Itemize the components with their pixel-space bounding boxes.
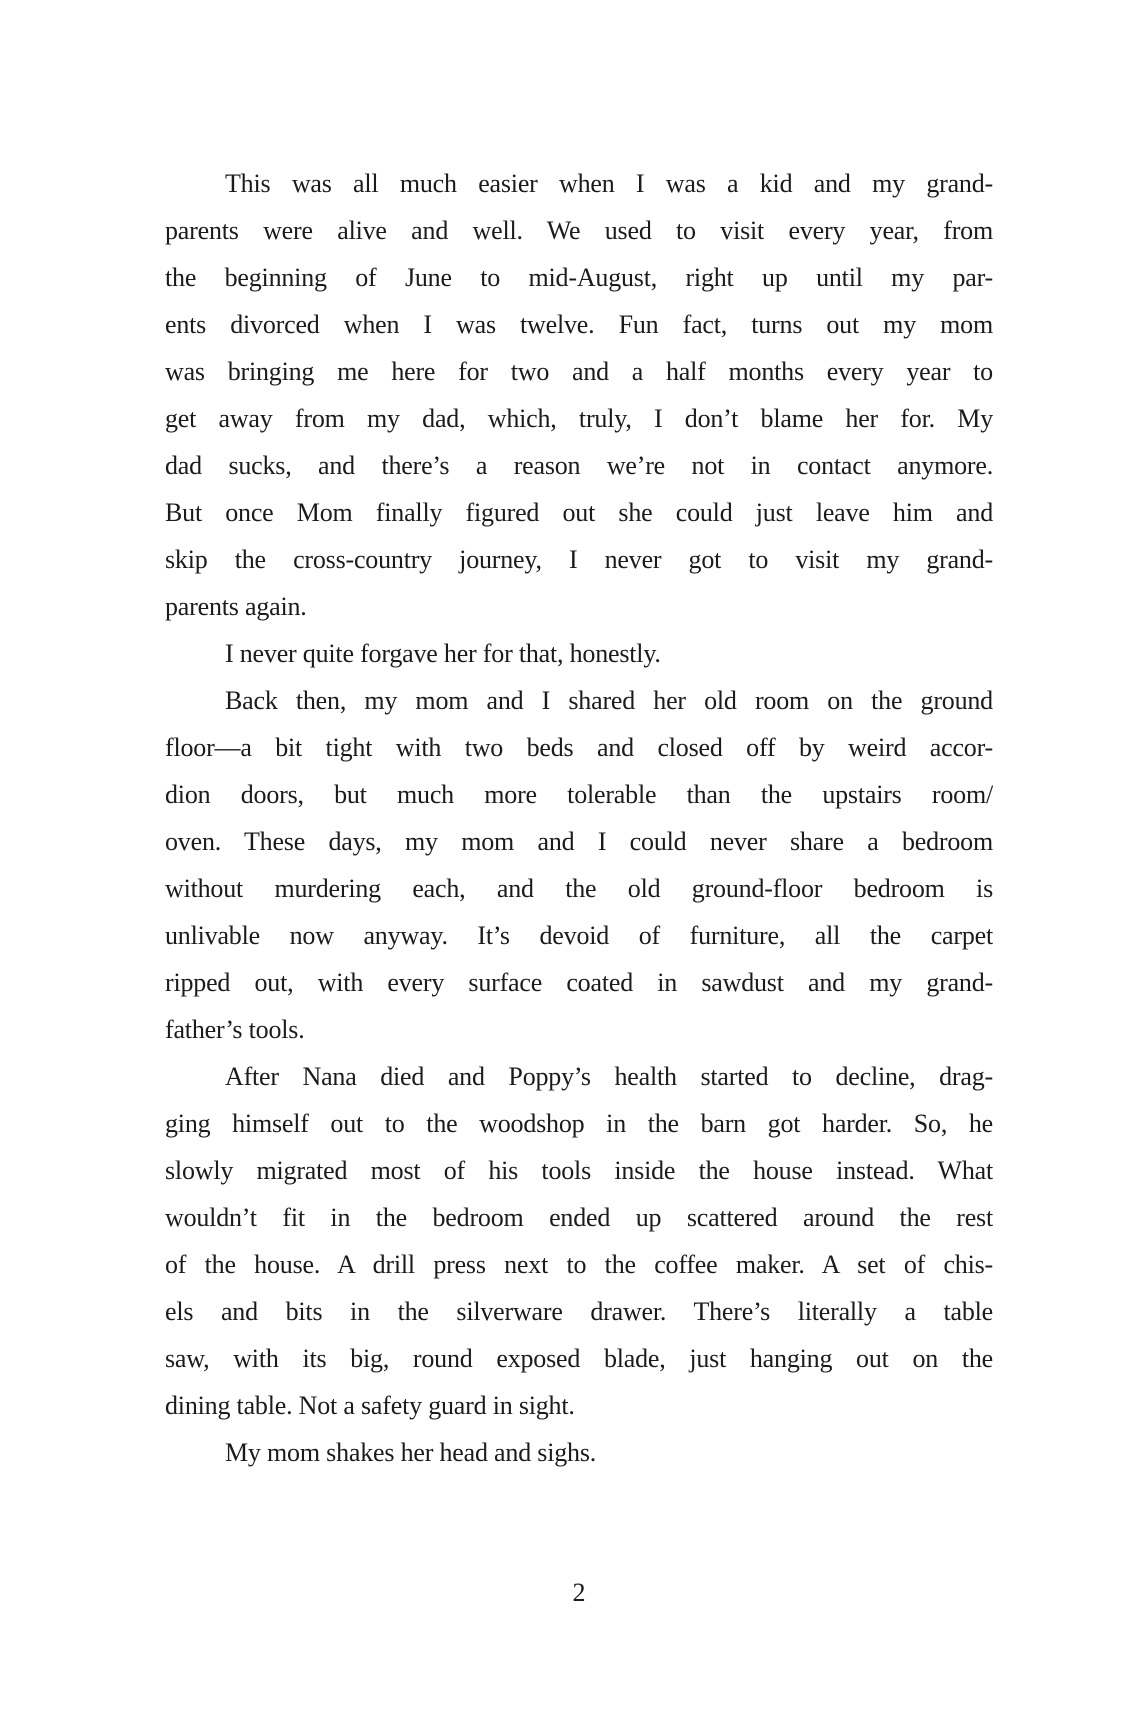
- text-line: I never quite forgave her for that, honestly.: [225, 639, 661, 668]
- paragraph: [165, 1053, 993, 1429]
- text-line: skip the cross-country journey, I never got to visit my grand-: [165, 545, 993, 574]
- text-line: ging himself out to the woodshop in the barn got harder. So, he: [165, 1109, 993, 1138]
- text-line: This was all much easier when I was a kid and my grand-: [225, 169, 993, 198]
- text-line: ripped out, with every surface coated in sawdust and my grand-: [165, 968, 993, 997]
- text-line: slowly migrated most of his tools inside the house instead. What: [165, 1156, 993, 1185]
- text-line: the beginning of June to mid-August, right up until my par-: [165, 263, 993, 292]
- text-line: My mom shakes her head and sighs.: [225, 1438, 597, 1467]
- text-line: saw, with its big, round exposed blade, just hanging out on the: [165, 1344, 993, 1373]
- page-number: 2: [572, 1578, 586, 1607]
- text-line: ents divorced when I was twelve. Fun fact, turns out my mom: [165, 310, 993, 339]
- text-line: dining table. Not a safety guard in sight.: [165, 1391, 575, 1420]
- text-line: was bringing me here for two and a half months every year to: [165, 357, 993, 386]
- text-line: floor—a bit tight with two beds and closed off by weird accor-: [165, 733, 993, 762]
- text-line: father’s tools.: [165, 1015, 305, 1044]
- text-line: of the house. A drill press next to the coffee maker. A set of chis-: [165, 1250, 993, 1279]
- text-line: After Nana died and Poppy’s health started to decline, drag-: [225, 1062, 993, 1091]
- text-line: parents again.: [165, 592, 307, 621]
- paragraph: [165, 160, 993, 630]
- text-line: dion doors, but much more tolerable than the upstairs room/: [165, 780, 993, 809]
- paragraph: [165, 630, 993, 677]
- body-text: [165, 160, 993, 1476]
- text-line: wouldn’t fit in the bedroom ended up scattered around the rest: [165, 1203, 993, 1232]
- text-line: oven. These days, my mom and I could never share a bedroom: [165, 827, 993, 856]
- text-line: without murdering each, and the old ground-floor bedroom is: [165, 874, 993, 903]
- text-line: dad sucks, and there’s a reason we’re not in contact anymore.: [165, 451, 993, 480]
- text-line: unlivable now anyway. It’s devoid of furniture, all the carpet: [165, 921, 993, 950]
- text-line: But once Mom finally figured out she could just leave him and: [165, 498, 993, 527]
- text-line: els and bits in the silverware drawer. There’s literally a table: [165, 1297, 993, 1326]
- text-line: parents were alive and well. We used to visit every year, from: [165, 216, 993, 245]
- paragraph: [165, 1429, 993, 1476]
- text-line: Back then, my mom and I shared her old room on the ground: [225, 686, 993, 715]
- text-line: get away from my dad, which, truly, I don’t blame her for. My: [165, 404, 993, 433]
- paragraph: [165, 677, 993, 1053]
